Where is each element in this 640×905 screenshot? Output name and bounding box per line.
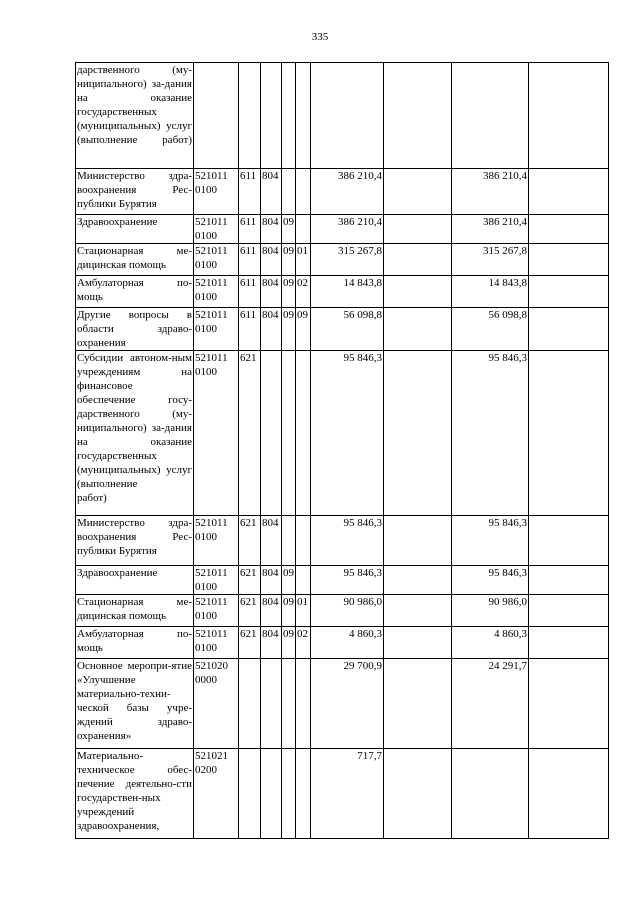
expense-type-code: 611 (240, 309, 257, 321)
department-code: 804 (262, 245, 279, 257)
amount-3: 95 846,3 (488, 517, 527, 529)
subsection-code-cell (296, 351, 311, 516)
amount-1-cell (311, 351, 384, 516)
row-name: Субсидии автоном-ным учреждениям на финансовое обеспечение госу-дарственного (му-ниципального) за-дания на оказание государственных (муниципальных) услуг (выполнение (77, 352, 192, 490)
subsection-code: 09 (297, 309, 308, 321)
amount-1: 95 846,3 (343, 352, 382, 364)
table-row (76, 276, 609, 308)
department-code-cell (261, 215, 282, 244)
expense-type-code: 611 (240, 245, 257, 257)
target-article-code-cell (194, 63, 239, 169)
department-code-cell (261, 244, 282, 276)
amount-4-cell (529, 659, 609, 749)
amount-2-cell (384, 659, 452, 749)
amount-1: 95 846,3 (343, 517, 382, 529)
expense-type-code-cell (239, 215, 261, 244)
amount-3-cell (452, 308, 529, 351)
expense-type-code-cell (239, 595, 261, 627)
section-code-cell (282, 749, 296, 839)
target-article-code-cell (194, 627, 239, 659)
table-row (76, 627, 609, 659)
department-code: 804 (262, 170, 279, 182)
amount-1-cell (311, 215, 384, 244)
subsection-code-cell (296, 659, 311, 749)
department-code-cell (261, 169, 282, 215)
target-article-code: 521011 0100 (195, 352, 228, 378)
department-code: 804 (262, 216, 279, 228)
amount-3: 95 846,3 (488, 352, 527, 364)
expense-type-code-cell (239, 516, 261, 566)
row-name-last-line: охранения» (77, 730, 132, 742)
row-name-last-line: мощь (77, 291, 103, 303)
row-name: Амбулаторная по- (77, 277, 192, 289)
department-code: 804 (262, 309, 279, 321)
subsection-code-cell (296, 516, 311, 566)
expense-type-code: 621 (240, 596, 257, 608)
table-row (76, 169, 609, 215)
subsection-code-cell (296, 566, 311, 595)
amount-1-cell (311, 169, 384, 215)
amount-3-cell (452, 659, 529, 749)
section-code: 09 (283, 309, 294, 321)
row-name-cell (76, 215, 194, 244)
subsection-code-cell (296, 169, 311, 215)
table-row (76, 351, 609, 516)
amount-1-cell (311, 749, 384, 839)
department-code-cell (261, 308, 282, 351)
target-article-code: 521011 0100 (195, 216, 228, 242)
department-code: 804 (262, 277, 279, 289)
row-name: Материально-техническое обес-печение деятельно-сти государствен-ных учреждений (77, 750, 192, 818)
amount-3: 4 860,3 (494, 628, 527, 640)
target-article-code: 521011 0100 (195, 309, 228, 335)
department-code-cell (261, 627, 282, 659)
subsection-code-cell (296, 627, 311, 659)
amount-3-cell (452, 566, 529, 595)
amount-2-cell (384, 566, 452, 595)
department-code: 804 (262, 596, 279, 608)
table-row (76, 749, 609, 839)
amount-1-cell (311, 659, 384, 749)
expense-type-code-cell (239, 244, 261, 276)
amount-3: 386 210,4 (483, 170, 527, 182)
amount-4-cell (529, 169, 609, 215)
section-code-cell (282, 276, 296, 308)
expense-type-code-cell (239, 308, 261, 351)
table-row (76, 215, 609, 244)
target-article-code: 521011 0100 (195, 567, 228, 593)
table-row (76, 63, 609, 169)
amount-1: 4 860,3 (349, 628, 382, 640)
amount-1: 315 267,8 (338, 245, 382, 257)
budget-table (75, 62, 609, 839)
amount-2-cell (384, 276, 452, 308)
table-row (76, 516, 609, 566)
row-name-cell (76, 169, 194, 215)
target-article-code-cell (194, 749, 239, 839)
amount-3-cell (452, 63, 529, 169)
target-article-code-cell (194, 169, 239, 215)
row-name-last-line: публики Бурятия (77, 545, 157, 557)
amount-4-cell (529, 749, 609, 839)
section-code: 09 (283, 216, 294, 228)
amount-3-cell (452, 244, 529, 276)
row-name: дарственного (му-ниципального) за-дания на оказание государственных (муниципальных) услуг (выполнение работ) (77, 64, 192, 146)
department-code-cell (261, 351, 282, 516)
amount-4-cell (529, 63, 609, 169)
row-name-last-line: публики Бурятия (77, 198, 157, 210)
amount-1-cell (311, 244, 384, 276)
target-article-code: 521011 0100 (195, 277, 228, 303)
expense-type-code: 611 (240, 170, 257, 182)
section-code-cell (282, 595, 296, 627)
row-name-last-line: дицинская помощь (77, 610, 167, 622)
department-code-cell (261, 566, 282, 595)
department-code: 804 (262, 517, 279, 529)
section-code-cell (282, 215, 296, 244)
row-name-cell (76, 244, 194, 276)
row-name-cell (76, 351, 194, 516)
table-row (76, 595, 609, 627)
amount-3: 90 986,0 (488, 596, 527, 608)
amount-2-cell (384, 595, 452, 627)
section-code-cell (282, 566, 296, 595)
amount-1-cell (311, 566, 384, 595)
amount-4-cell (529, 627, 609, 659)
amount-1: 90 986,0 (343, 596, 382, 608)
row-name-cell (76, 627, 194, 659)
expense-type-code-cell (239, 566, 261, 595)
row-name-cell (76, 566, 194, 595)
section-code-cell (282, 169, 296, 215)
subsection-code: 01 (297, 596, 308, 608)
target-article-code-cell (194, 276, 239, 308)
expense-type-code: 621 (240, 352, 257, 364)
expense-type-code-cell (239, 749, 261, 839)
expense-type-code-cell (239, 351, 261, 516)
section-code: 09 (283, 567, 294, 579)
expense-type-code-cell (239, 659, 261, 749)
amount-1-cell (311, 308, 384, 351)
expense-type-code-cell (239, 169, 261, 215)
expense-type-code: 611 (240, 216, 257, 228)
page-number: 335 (311, 31, 329, 43)
department-code-cell (261, 276, 282, 308)
amount-3: 315 267,8 (483, 245, 527, 257)
amount-1-cell (311, 516, 384, 566)
section-code-cell (282, 244, 296, 276)
target-article-code-cell (194, 516, 239, 566)
expense-type-code-cell (239, 627, 261, 659)
amount-3-cell (452, 169, 529, 215)
target-article-code-cell (194, 308, 239, 351)
amount-3: 14 843,8 (488, 277, 527, 289)
subsection-code-cell (296, 63, 311, 169)
amount-2-cell (384, 244, 452, 276)
subsection-code-cell (296, 595, 311, 627)
department-code-cell (261, 659, 282, 749)
expense-type-code-cell (239, 63, 261, 169)
amount-2-cell (384, 351, 452, 516)
subsection-code-cell (296, 276, 311, 308)
section-code: 09 (283, 277, 294, 289)
amount-1-cell (311, 276, 384, 308)
expense-type-code: 621 (240, 567, 257, 579)
subsection-code-cell (296, 308, 311, 351)
amount-1-cell (311, 595, 384, 627)
row-name: Министерство здра-воохранения Рес- (77, 517, 192, 543)
amount-2-cell (384, 308, 452, 351)
row-name-cell (76, 659, 194, 749)
amount-3-cell (452, 516, 529, 566)
row-name-last-line: здравоохранения, (77, 820, 160, 832)
department-code: 804 (262, 628, 279, 640)
row-name-last-line: Здравоохранение (77, 567, 158, 579)
amount-4-cell (529, 595, 609, 627)
amount-3-cell (452, 215, 529, 244)
target-article-code: 521011 0100 (195, 170, 228, 196)
department-code-cell (261, 749, 282, 839)
section-code-cell (282, 627, 296, 659)
budget-table-body (76, 63, 609, 839)
target-article-code: 521011 0100 (195, 517, 228, 543)
amount-3-cell (452, 351, 529, 516)
section-code-cell (282, 308, 296, 351)
target-article-code-cell (194, 595, 239, 627)
amount-1: 386 210,4 (338, 216, 382, 228)
amount-3-cell (452, 276, 529, 308)
amount-1: 56 098,8 (343, 309, 382, 321)
expense-type-code: 621 (240, 517, 257, 529)
target-article-code-cell (194, 659, 239, 749)
target-article-code: 521011 0100 (195, 245, 228, 271)
table-row (76, 244, 609, 276)
department-code-cell (261, 63, 282, 169)
amount-3: 24 291,7 (488, 660, 527, 672)
amount-2-cell (384, 169, 452, 215)
row-name-cell (76, 308, 194, 351)
amount-3-cell (452, 627, 529, 659)
target-article-code: 521011 0100 (195, 628, 228, 654)
subsection-code: 01 (297, 245, 308, 257)
amount-2-cell (384, 215, 452, 244)
subsection-code-cell (296, 215, 311, 244)
department-code-cell (261, 516, 282, 566)
expense-type-code: 621 (240, 628, 257, 640)
department-code: 804 (262, 567, 279, 579)
amount-4-cell (529, 276, 609, 308)
subsection-code-cell (296, 244, 311, 276)
row-name: Министерство здра-воохранения Рес- (77, 170, 192, 196)
amount-1: 14 843,8 (343, 277, 382, 289)
row-name-cell (76, 276, 194, 308)
amount-4-cell (529, 308, 609, 351)
target-article-code-cell (194, 244, 239, 276)
expense-type-code: 611 (240, 277, 257, 289)
row-name-last-line: Здравоохранение (77, 216, 158, 228)
section-code: 09 (283, 245, 294, 257)
row-name-last-line: дицинская помощь (77, 259, 167, 271)
row-name: Другие вопросы в области здраво- (77, 309, 192, 335)
amount-2-cell (384, 749, 452, 839)
row-name: Стационарная ме- (77, 596, 192, 608)
amount-2-cell (384, 627, 452, 659)
row-name-cell (76, 749, 194, 839)
amount-2-cell (384, 516, 452, 566)
amount-2-cell (384, 63, 452, 169)
section-code: 09 (283, 628, 294, 640)
amount-3: 386 210,4 (483, 216, 527, 228)
section-code-cell (282, 659, 296, 749)
amount-1: 717,7 (357, 750, 382, 762)
target-article-code-cell (194, 566, 239, 595)
section-code-cell (282, 63, 296, 169)
section-code: 09 (283, 596, 294, 608)
amount-4-cell (529, 215, 609, 244)
target-article-code: 521021 0200 (195, 750, 228, 776)
subsection-code-cell (296, 749, 311, 839)
amount-4-cell (529, 516, 609, 566)
section-code-cell (282, 516, 296, 566)
row-name-cell (76, 63, 194, 169)
target-article-code-cell (194, 351, 239, 516)
amount-4-cell (529, 566, 609, 595)
amount-3-cell (452, 749, 529, 839)
expense-type-code-cell (239, 276, 261, 308)
row-name-last-line: работ) (77, 492, 107, 504)
section-code-cell (282, 351, 296, 516)
amount-4-cell (529, 351, 609, 516)
amount-3: 56 098,8 (488, 309, 527, 321)
subsection-code: 02 (297, 277, 308, 289)
row-name-last-line: мощь (77, 642, 103, 654)
amount-1: 95 846,3 (343, 567, 382, 579)
row-name: Стационарная ме- (77, 245, 192, 257)
amount-1: 29 700,9 (343, 660, 382, 672)
table-row (76, 308, 609, 351)
row-name-cell (76, 595, 194, 627)
amount-4-cell (529, 244, 609, 276)
amount-1-cell (311, 63, 384, 169)
row-name: Основное меропри-ятие «Улучшение материально-техни-ческой базы учре-ждений здраво- (77, 660, 192, 728)
amount-3: 95 846,3 (488, 567, 527, 579)
target-article-code: 521011 0100 (195, 596, 228, 622)
amount-1: 386 210,4 (338, 170, 382, 182)
subsection-code: 02 (297, 628, 308, 640)
target-article-code: 521020 0000 (195, 660, 228, 686)
row-name-cell (76, 516, 194, 566)
table-row (76, 659, 609, 749)
table-row (76, 566, 609, 595)
department-code-cell (261, 595, 282, 627)
row-name: Амбулаторная по- (77, 628, 192, 640)
row-name-last-line: охранения (77, 337, 126, 349)
amount-3-cell (452, 595, 529, 627)
target-article-code-cell (194, 215, 239, 244)
amount-1-cell (311, 627, 384, 659)
